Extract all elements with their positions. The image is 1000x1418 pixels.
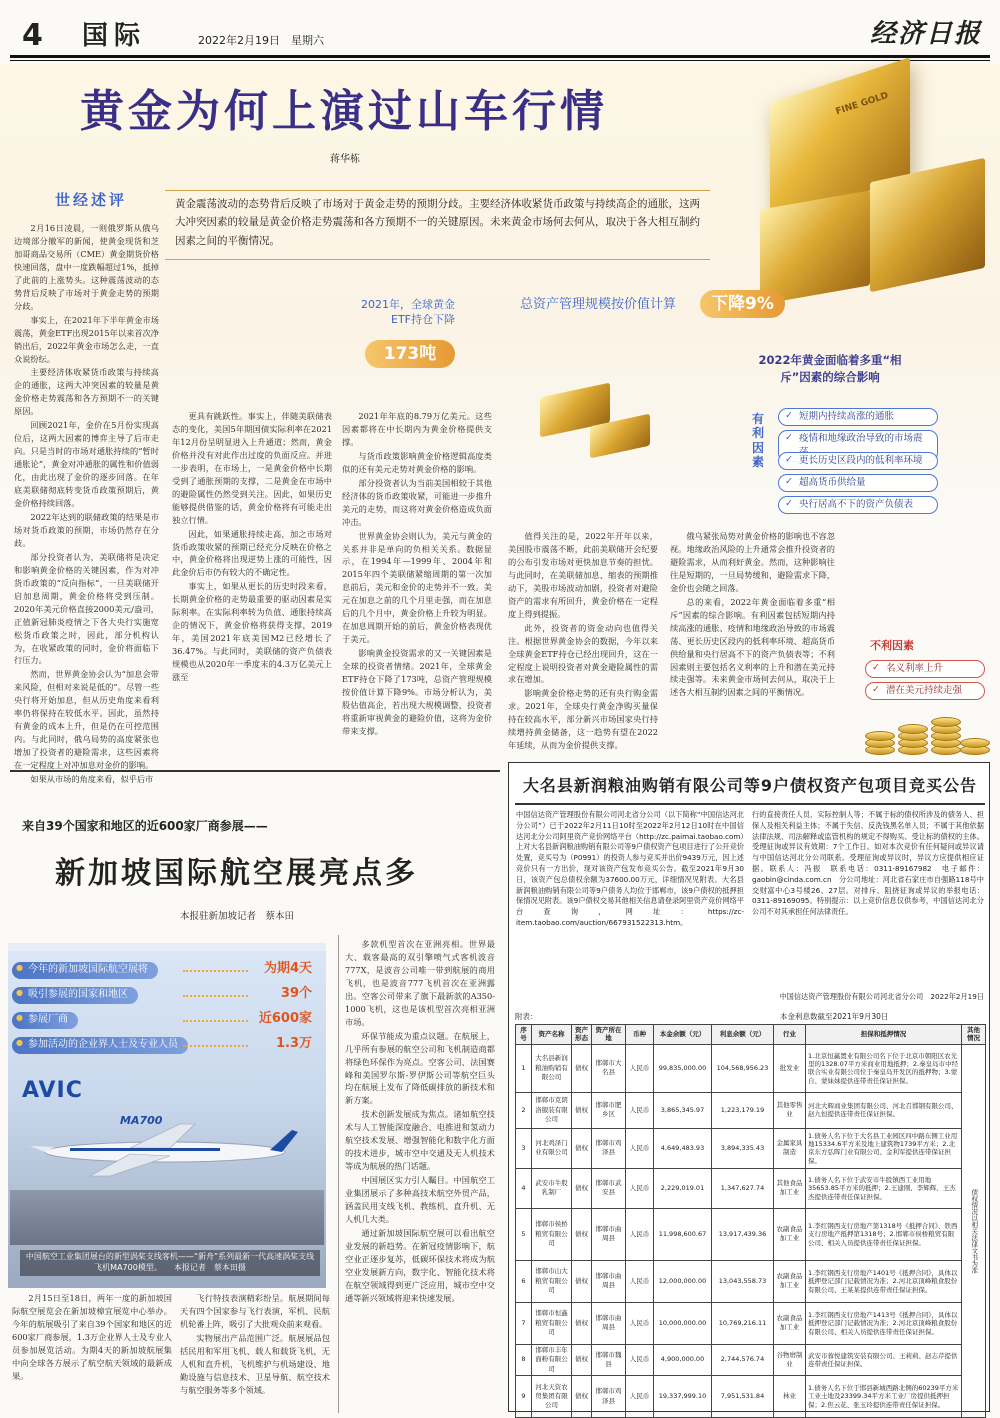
masthead-rule [10,55,990,58]
favorable-factor: ✓ 超高货币供给量 [778,474,938,492]
airshow-stat-value: 近600家 [258,1011,312,1026]
gold-article-column [14,222,159,785]
cell-currency: 人民币 [626,1302,654,1344]
paragraph: 总的来看，2022年黄金面临着多重“相斥”因素的综合影响。有利因素包括短期内持续高涨的通胀、疫情和地缘政治导致的市场震荡、更长历史区段内的低利率环境、超高货币供给量和央行居高不下的资产负债表等；不利因素则主要包括名义利率的上升和潜在美元持续走强等。未来黄金市场何去何从，取决于上述各大相互制约因素之间的平衡情况。 [670,596,835,698]
announcement-intro: 中国信达资产管理股份有限公司河北省分公司（以下简称“中国信达河北分公司”）已于2022年2月11日10时至2022年2月12日10时在中国信达河北分公司阿里资产竞价网络平台（http://zc.paimai.taobao.com）上对大名县新润粮油购销有限公司等9户债权资产包项目进行了公开竞价处置，竞买号为（P0991）的投资人参与竞买并出价9439万元，因上述竞价只有一方出价，现对该资产包发布竞买公告。截至2021年9月30日，该资产包总债权余额为37600.00万元，详细情况见附表。大名县新润粮油购销有限公司等9户债务人均位于邯郸市，该9户债权的抵押担保情况见附表。该9户债权交易其他相关信息请登录阿里资产竞价网络平台查询，网址：https://zc-item.taobao.com/auction/667931522313.htm。 [516,810,744,927]
gold-article-lead: 黄金震荡波动的态势背后反映了市场对于黄金走势的预期分歧。主要经济体收紧货币政策与持续高企的通胀，这两大冲突因素的较量是黄金价格走势震荡和各方预期不一的关键原因。未来黄金市场何去何从，取决于各大相互制约因素之间的平衡情况。 [175,198,700,247]
table-row [516,1344,986,1375]
cell-location: 邯郸市曲周县 [592,1208,626,1260]
airshow-stat-label: ● 参展厂商 [12,1012,78,1029]
cell-principal: 10,000,000.00 [654,1302,712,1344]
table-header: 资产所在地 [592,1025,626,1045]
paragraph: 环保节能成为重点议题。在航展上，几乎所有参展的航空公司和飞机制造商都将绿色环保作为亮点。空客公司、法国赛峰和美国罗尔斯-罗伊斯公司等航空巨头均在航展上发布了降低碳排放的新技术和新方案。 [345,1030,495,1106]
cell-guarantee: 1.李红钢西支行房地产第1318号《抵押合同》、铁西支行房地产抵押第1318号；2.邯郸市侯桥粮贸有限公司、相关人员提供连带责任保证担保。 [806,1208,962,1260]
table-row [516,1208,986,1260]
page-number: 4 [22,18,43,53]
airshow-stat-value: 39个 [280,986,312,1001]
cell-principal: 2,229,019.01 [654,1168,712,1208]
cell-no: 4 [516,1168,532,1208]
gold-bar-illustration [760,190,870,304]
paragraph: 2021年年底的8.79万亿美元。这些因素都将在中长期内为黄金价格提供支撑。 [342,411,492,447]
table-header: 利息余额（元） [712,1025,774,1045]
aircraft-model-label: MA700 [120,1114,163,1127]
paragraph: 中国展区实力引人瞩目。中国航空工业集团展示了多种高技术航空外贸产品，涵盖民用支线飞机、教练机、直升机、无人机几大类。 [345,1175,495,1225]
cell-guarantee: 1.李红钢西支行房地产1413号《抵押合同》，具体以抵押登记部门记载情况为准；2.河北京顶峰粮食股份有限公司、相关人员提供连带责任保证担保。 [806,1302,962,1344]
table-header: 行业 [774,1025,806,1045]
cell-name: 邯郸市恒鑫粮贸有限公司 [532,1302,572,1344]
cell-name: 武安市牛股乳制厂 [532,1168,572,1208]
cell-currency: 人民币 [626,1208,654,1260]
paragraph: 主要经济体收紧货币政策与持续高企的通胀，这两大冲突因素的较量是黄金价格走势震荡和各方预期不一的关键原因。 [14,367,159,417]
cell-currency: 人民币 [626,1376,654,1418]
cell-no: 8 [516,1344,532,1375]
newspaper-logo: 经济日报 [869,19,982,49]
favorable-factor: ✓ 疫情和地缘政治导致的市场震 [778,430,938,462]
factors-title: 2022年黄金面临着多重“相斥”因素的综合影响 [758,353,902,385]
cell-principal: 11,998,600.67 [654,1208,712,1260]
table-body [516,1044,986,1417]
singapore-article-kicker: 来自39个国家和地区的近600家厂商参展—— [22,819,268,833]
stat-leader-dots [183,995,248,997]
favorable-label: 有利因素 [752,412,765,470]
airshow-stat [8,960,318,980]
table-header-row [516,1025,986,1045]
gold-article-column [508,530,658,765]
cell-no: 5 [516,1208,532,1260]
airshow-stat [8,1010,318,1030]
gold-bar-engraving: FINE GOLD [834,90,890,118]
gold-article-column [342,410,492,765]
paragraph: 通过新加坡国际航空展可以看出航空业发展的新趋势。在新冠疫情影响下，航空业正逐步复苏，低碳环保技术将成为航空业发展新方向，数字化、智能化技术将在航空领域得到更广泛应用，城市空中交通等新兴领域将迎来快速发展。 [345,1227,495,1303]
cell-form: 债权 [572,1128,592,1168]
aum-label: 总资产管理规模按价值计算 [520,297,677,312]
cell-no: 3 [516,1128,532,1168]
table-row [516,1128,986,1168]
cell-location: 邯郸市肥乡区 [592,1092,626,1128]
stat-leader-dots [183,1045,248,1047]
cell-industry: 其他食品加工业 [774,1168,806,1208]
cell-no: 1 [516,1044,532,1092]
cell-interest: 13,043,558.73 [712,1260,774,1302]
column-tag: 世经述评 [55,191,128,209]
paragraph: 实物展出产品范围广泛。航展展品包括民用和军用飞机、载人和载货飞机，无人机和直升机，飞机维护与机场建设、地勤设施与信息技术、卫星导航、航空技术与航空服务等多个领域。 [180,1332,330,1395]
cell-currency: 人民币 [626,1092,654,1128]
table-row [516,1260,986,1302]
unfavorable-factor: ✓ 名义利率上升 [865,660,985,678]
cell-principal: 12,000,000.00 [654,1260,712,1302]
cell-form: 债权 [572,1044,592,1092]
paragraph: 2月16日凌晨，一则俄罗斯从俄乌边境部分撤军的新闻，使黄金现货和芝加哥商品交易所（CME）黄金期货价格快速回落，盘中一度跌幅超过1%，抵掉了此前的上涨势头。这种震荡波动的态势背后反映了市场对于黄金走势的预期分歧。 [14,223,159,311]
cell-location: 邯郸市曲周县 [592,1302,626,1344]
cell-location: 邯郸市鸡泽县 [592,1128,626,1168]
paragraph: 回顾2021年，金价在5月份实现高位后，这两大因素的博弈主导了后市走向。只是当时的市场对通胀持续的“暂时通胀论”，黄金对冲通胀的属性和价值弱化，由此出现了金价的逐步回落。在年底美联储彻底转变货币政策预期后，黄金价格持续回落。 [14,420,159,509]
cell-interest: 1,347,627.74 [712,1168,774,1208]
column-rule [338,935,339,1413]
airshow-stat-label: ● 参加活动的企业界人士及专业人员 [12,1037,188,1054]
airshow-stat-label: ● 今年的新加坡国际航空展将 [12,962,158,979]
photo-caption: 中国航空工业集团展台的新型涡桨支线客机——“新舟”系列最新一代高速涡桨支线飞机MA700模型。 本报记者 蔡本田摄 [20,1250,320,1276]
paragraph: 多款机型首次在亚洲亮相。世界最大、载客最高的双引擎喷气式客机波音777X，是波音公司唯一带到航展的商用飞机，也是波音777飞机首次在亚洲露出。空客公司带来了旗下最新款的A350-1000飞机，这也是该机型首次亮相亚洲市场。 [345,939,495,1027]
paragraph: 部分投资者认为，美联储将是决定和影响黄金价格的关键因素，作为对冲货币政策的“反向指标”，一旦美联储开启加息周期，黄金价格将受到压制。2020年美元价格直接2000美元/盎司，正值新冠肺炎疫情之下各大央行实施宽松货币政策之时，因此，部分机构认为，在收紧政策的同时，金价将面临下行压力。 [14,551,159,666]
masthead-rule-thin [10,60,990,61]
cell-currency: 人民币 [626,1128,654,1168]
cell-form: 债权 [572,1208,592,1260]
cell-interest: 7,951,531.84 [712,1376,774,1418]
cell-form: 债权 [572,1302,592,1344]
cell-guarantee: 1.债务人名下位于武安市牛股镇西工业用地35653.85平方米的抵押；2.王建刚、李辉辉、王杰杰提供连带责任保证担保。 [806,1168,962,1208]
cell-location: 邯郸市曲周县 [592,1260,626,1302]
cell-currency: 人民币 [626,1168,654,1208]
issue-date: 2022年2月19日 星期六 [198,34,324,47]
cell-guarantee: 河北大辉商业集团有限公司、河北召邯钢有限公司、赵九恒提供连带责任保证担保。 [806,1092,962,1128]
paragraph: 世界黄金协会则认为，美元与黄金的关系并非是单向的负相关关系。数据显示，在1994年—1999年、2004年和2015年四个美联储紧缩周期的第一次加息前后，美元和金价的走势并不一致。美元在加息之前的几个月里走强，而在加息后的几个月中，黄金价格上升较为明显。在加息周期开始的前后，黄金价格表现优于美元。 [342,530,492,645]
aircraft-model-icon [30,1120,300,1180]
cell-guarantee: 1.债务人名下位于邯县新城西路北侧的60239平方米工业土地及23399.34平方米工业厂房提供抵押担保；2.焦云花、张玉玲提供连带责任保证担保。 [806,1376,962,1418]
table-header: 本金余额（元） [654,1025,712,1045]
cell-industry: 谷物磨制业 [774,1344,806,1375]
cell-industry: 其他零售业 [774,1092,806,1128]
masthead [0,0,1000,62]
paragraph: 事实上，在2021年下半年黄金市场震荡，黄金ETF出现2015年以来首次净销出后，2022年黄金市场怎么走，一直众说纷纭。 [14,314,159,364]
cell-guarantee: 1.债务人名下位于大名县工业园区四中路东侧工业用地15334.6平方米及地上建筑物1739平方米；2.北京东方弘晖门业有限公司、金利军提供连带保证担保。 [806,1128,962,1168]
paragraph: 值得关注的是，2022年开年以来，美国股市震荡不断，此前美联储开会纪要的公布引发市场对更快加息节奏的担忧。与此同时，在美联储加息、缩表的预期推动下，美股市场波动加剧，投资者对避险资产的需求有所回升，黄金价格在一定程度上得到提振。 [508,531,658,619]
paragraph: 飞行特技表演精彩纷呈。航展期间每天有四个国家参与飞行表演，军机、民航机轮番上阵，吸引了大批观众前来观看。 [180,1293,330,1329]
table-header: 资产名称 [532,1025,572,1045]
cell-name: 大名县新润粮油购销有限公司 [532,1044,572,1092]
cell-location: 邯郸市魏县 [592,1344,626,1375]
cell-interest: 10,769,216.11 [712,1302,774,1344]
cell-form: 债权 [572,1168,592,1208]
avic-booth-sign: AVIC [22,1078,83,1103]
cell-location: 邯郸市武安县 [592,1168,626,1208]
gold-article-title: 黄金为何上演过山车行情 [80,86,608,137]
cutoff-date-label: 本金利息数截至2021年9月30日 [780,1012,889,1021]
cell-form: 债权 [572,1344,592,1375]
table-header: 担保和抵押情况 [806,1025,962,1045]
paragraph: 此外，投资者的资金动向也值得关注。根据世界黄金协会的数据，今年以来全球黄金ETF持仓已经出现回升，这在一定程度上说明投资者对黄金避险属性的需求在增加。 [508,622,658,685]
cell-guarantee: 武安市蓉悦建筑安装有限公司、王莉莉、赵志芹提供连带责任保证担保。 [806,1344,962,1375]
cell-principal: 19,337,999.10 [654,1376,712,1418]
section-divider [10,770,500,772]
photo-stripe [8,943,326,951]
cell-name: 邯郸市侯桥粮贸有限公司 [532,1208,572,1260]
cell-industry: 农副食品加工业 [774,1260,806,1302]
airshow-stat-label: ● 吸引参展的国家和地区 [12,987,138,1004]
table-header: 序号 [516,1025,532,1045]
cell-no: 2 [516,1092,532,1128]
gold-article-author: 蒋华栋 [330,154,360,165]
paragraph: 更具有跳跃性。事实上，伴随美联储表态的变化，美国5年期国债实际利率在2021年12月份呈明显进入上升通道；然而，黄金价格并没有对此作出过度的负面反应。并进一步表明，在市场上，一是黄金价格中长期受到了通胀预期的支撑，二是黄金在市场中的避险属性仍然受到关注。因此，如果历史能够提供借鉴的话，黄金价格将有可能走出独立行情。 [172,411,332,525]
airshow-stat [8,1035,318,1055]
gold-article-column [670,530,835,755]
table-row [516,1168,986,1208]
announcement-contact: 行的直接责任人员、实际控制人等；不属于标的债权所涉及的债务人、担保人及相关利益主体；不属于失信、反洗钱黑名单人员；不属于其他依据法律法规、司法解释或监管机构的规定不得购买、受让标的债权的主体。受理征询或异议有效期：7个工作日。如对本次竞价有任何疑问或异议请与中国信达河北分公司联系。受理征询或异议时，异议方应提供相应证据。联系人：冯振 联系电话：0311-89167982 电子邮件：gaobin@cinda.com.cn 分公司地址：河北省石家庄市自强路118号中交财富中心3号楼26、27层。对排斥、阻挠征询或异议的举报电话：0311-89169095。特别提示：以上竞价信息仅供参考，中国信达河北分公司不对其承担任何法律责任。 [752,810,984,917]
cell-guarantee: 1.北京恒赢置业有限公司名下位于北京市朝阳区农光里的1328.07平方米商业用地抵押；2.秦皇岛市中经联合实业有限公司位于秦皇岛开发区的抵押物；3.蒙自、蒙妹妹提供连带责任保证担保。 [806,1044,962,1092]
cell-form: 债权 [572,1260,592,1302]
cell-interest: 3,894,335.43 [712,1128,774,1168]
cell-form: 债权 [572,1376,592,1418]
cell-other: 债权情况以相关法律文书为准 [962,1044,986,1417]
cell-name: 河北鸡泽门业有限公司 [532,1128,572,1168]
cell-name: 邯郸市克朗洛服装有限公司 [532,1092,572,1128]
etf-value-badge: 173吨 [365,340,455,368]
unfavorable-factor: ✓ 潜在美元持续走强 [865,682,985,700]
favorable-factor: ✓ 央行居高不下的资产负债表 [778,496,938,514]
paragraph: 2022年达到的联储政策的结果是市场对货币政策的预期，市场仍然存在分歧。 [14,511,159,548]
cell-interest: 2,744,576.74 [712,1344,774,1375]
display-stand [10,1190,324,1245]
cell-interest: 104,568,956.23 [712,1044,774,1092]
table-row [516,1302,986,1344]
cell-no: 7 [516,1302,532,1344]
cell-location: 邯郸市鸡泽县 [592,1376,626,1418]
airshow-stat-value: 1.3万 [275,1036,312,1051]
cell-principal: 4,649,483.93 [654,1128,712,1168]
table-header: 资产形态 [572,1025,592,1045]
paragraph: 事实上，如果从更长的历史时段来看，长期黄金价格的走势最重要的驱动因素是实际利率。在实际利率转为负值、通胀持续高企的情况下，黄金价格将获得支撑，2019年，美国2021年底美国M2已经增长了36.47%。与此同时，美联储的资产负债表规模也从2020年一季度末的4.3万亿美元上涨至 [172,581,332,683]
asset-table [515,1024,986,1418]
cell-principal: 4,900,000.00 [654,1344,712,1375]
table-row [516,1376,986,1418]
cell-name: 邯郸市丰年面粉有限公司 [532,1344,572,1375]
favorable-factor: ✓ 短期内持续高涨的通胀 [778,408,938,426]
paragraph: 部分投资者认为当前美国相较于其他经济体的货币政策收紧，可能进一步推升美元的走势，而这将对黄金价格造成负面冲击。 [342,477,492,527]
stat-leader-dots [183,1020,248,1022]
cell-no: 6 [516,1260,532,1302]
paragraph: 因此，如果通胀持续走高，加之市场对货币政策收紧的预期已经充分反映在价格之中，黄金价格将出现逆势上涨的可能性，因此金价后市仍有较大的不确定性。 [172,528,332,578]
cell-name: 河北天资农贸集团有限公司 [532,1376,572,1418]
cell-industry: 林业 [774,1376,806,1418]
singapore-article-column [345,938,495,1412]
paragraph: 2月15日至18日，两年一度的新加坡国际航空展览会在新加坡樟宜展览中心举办。今年的航展吸引了来自39个国家和地区的近600家厂商参展，1.3万企业界人士及专业人员参加展览活动。为期4天的新加坡航展集中向全球各方展示了航空航天领域的最新成果。 [12,1293,172,1381]
cell-interest: 1,223,179.19 [712,1092,774,1128]
cell-principal: 99,835,000.00 [654,1044,712,1092]
table-header: 币种 [626,1025,654,1045]
unfavorable-label: 不利因素 [870,639,914,652]
singapore-article-byline: 本报驻新加坡记者 蔡本田 [180,911,295,922]
section-name: 国际 [82,21,147,51]
cell-location: 邯郸市大名县 [592,1044,626,1092]
singapore-article-column [12,1292,172,1412]
paragraph: 如果从市场的角度来看，似乎后市 [30,774,154,785]
announcement-signoff: 中国信达资产管理股份有限公司河北省分公司 2022年2月19日 [779,992,984,1001]
paragraph: 技术创新发展成为焦点。诸如航空技术与人工智能深度融合、电推进和氢动力航空技术发展、增强智能化和数字化方面的技术进步，城市空中交通及无人机技术等成为航展的热门话题。 [345,1109,495,1172]
cell-interest: 13,917,439.36 [712,1208,774,1260]
aum-value-badge: 下降9% [700,290,785,318]
paragraph: 与货币政策影响黄金价格逻辑高度类似的还有美元走势对黄金价格的影响。 [342,450,492,474]
paragraph: 影响黄金价格走势的还有央行购金需求。2021年，全球央行黄金净购买量保持在较高水平，部分新兴市场国家央行持续增持黄金储备，这一趋势有望在2022年延续，从而为金价提供支撑。 [508,688,658,751]
cell-name: 邯郸市山大粮贸有限公司 [532,1260,572,1302]
cell-principal: 3,865,345.97 [654,1092,712,1128]
cell-guarantee: 1.李红钢西支行房地产1401号《抵押合同》，具体以抵押登记部门记载情况为准；2.河北京顶峰粮食股份有限公司、王某某提供连带责任保证担保。 [806,1260,962,1302]
table-row [516,1092,986,1128]
cell-currency: 人民币 [626,1260,654,1302]
gold-article-column [172,410,332,765]
cell-no: 9 [516,1376,532,1418]
airshow-stat-value: 为期4天 [263,961,312,976]
table-header: 其他情况 [962,1025,986,1045]
airshow-stat [8,985,318,1005]
singapore-article-column [180,1292,330,1412]
gold-coins-illustration [860,700,990,760]
cell-industry: 农副食品加工业 [774,1302,806,1344]
announcement-title: 大名县新润粮油购销有限公司等9户债权资产包项目竞买公告 [522,776,978,795]
cell-industry: 农副食品加工业 [774,1208,806,1260]
attachment-label: 附表： [515,1012,538,1021]
table-row [516,1044,986,1092]
etf-callout: 2021年，全球黄金ETF持仓下降 [361,298,455,327]
announcement-title-rule [515,803,985,805]
singapore-article-title: 新加坡国际航空展亮点多 [55,856,418,891]
favorable-factor: ✓ 更长历史区段内的低利率环境 [778,452,938,470]
cell-currency: 人民币 [626,1044,654,1092]
cell-industry: 金属家具制造 [774,1128,806,1168]
paragraph: 影响黄金投资需求的又一关键因素是全球的投资者情绪。2021年，全球黄金ETF持仓下降了173吨，总资产管理规模按价值计算下降9%。市场分析认为，美股估值高企，若出现大规模调整，投资者将重新审视黄金的避险价值，这将为金价带来支撑。 [342,648,492,736]
stat-leader-dots [183,970,248,972]
cell-industry: 批发业 [774,1044,806,1092]
paragraph: 俄乌紧张局势对黄金价格的影响也不容忽视。地缘政治风险的上升通常会推升投资者的避险需求，从而利好黄金。然而，这种影响往往是短期的，一旦局势缓和，避险需求下降，金价也会随之回落。 [670,531,835,593]
cell-form: 债权 [572,1092,592,1128]
paragraph: 然而，世界黄金协会认为“加息会带来风险，但相对来说是低的”。尽管一些央行将开始加息，但从历史角度来看利率仍将保持在较低水平。因此，虽然持有黄金的成本上升，但是仍在可控范围内。与此同时，俄乌局势的高度紧张也增加了投资者的避险需求，这些因素将在一定程度上对冲加息对金价的影响。 [14,669,159,771]
cell-currency: 人民币 [626,1344,654,1375]
